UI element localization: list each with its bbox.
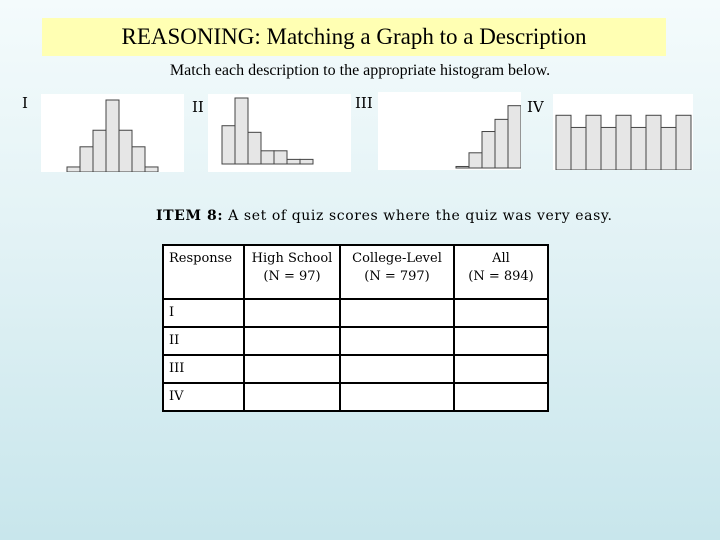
histogram-ii <box>208 94 351 172</box>
row-label-ii: II <box>163 327 244 355</box>
histogram-ii-bar <box>261 151 274 164</box>
histogram-iii-bar <box>495 119 508 168</box>
row-label-i: I <box>163 299 244 327</box>
histogram-ii-bar <box>222 126 235 164</box>
title-banner <box>42 18 666 56</box>
histogram-ii-bar <box>235 98 248 164</box>
header-response <box>163 245 244 299</box>
header-high-school <box>244 245 340 299</box>
histogram-iv-bar <box>661 127 676 170</box>
header-college-level-line2: (N = 797) <box>364 269 430 284</box>
header-high-school-line2: (N = 97) <box>263 269 321 284</box>
histogram-label-i: I <box>22 94 28 112</box>
cell-iii-college-level <box>340 355 454 383</box>
page-title: REASONING: Matching a Graph to a Description <box>121 24 587 49</box>
table-row <box>163 383 548 411</box>
cell-iv-all <box>454 383 548 411</box>
histogram-iii-svg <box>378 92 521 170</box>
header-college-level <box>340 245 454 299</box>
histogram-iii-bar <box>508 106 521 168</box>
histogram-iii <box>378 92 521 170</box>
histogram-label-iv: IV <box>527 98 544 116</box>
histogram-ii-bar <box>248 132 261 164</box>
histogram-i-bar <box>132 147 145 172</box>
cell-iii-high-school <box>244 355 340 383</box>
cell-iii-all <box>454 355 548 383</box>
histogram-i-svg <box>41 94 184 172</box>
histogram-iv-bar <box>646 115 661 170</box>
cell-ii-college-level <box>340 327 454 355</box>
item-label: ITEM 8: <box>156 208 224 224</box>
histogram-ii-svg <box>208 94 351 172</box>
header-high-school-line1: High School <box>251 251 333 266</box>
histogram-i-bar <box>80 147 93 172</box>
cell-i-all <box>454 299 548 327</box>
histogram-i-bar <box>145 167 158 172</box>
histogram-iii-bar <box>469 153 482 168</box>
histogram-iii-bar <box>482 132 495 168</box>
row-label-iii: III <box>163 355 244 383</box>
histogram-label-iii: III <box>355 94 373 112</box>
cell-iv-college-level <box>340 383 454 411</box>
histogram-iv-bar <box>616 115 631 170</box>
table-header-row <box>163 245 548 299</box>
response-table <box>162 244 549 412</box>
instructions: Match each description to the appropriate histogram below. <box>169 62 551 79</box>
table-row <box>163 355 548 383</box>
histogram-i <box>41 94 184 172</box>
cell-ii-all <box>454 327 548 355</box>
header-all-line1: All <box>492 251 510 266</box>
header-all-line2: (N = 894) <box>468 269 534 284</box>
histogram-ii-bar <box>300 159 313 164</box>
histogram-i-bar <box>67 167 80 172</box>
histogram-iii-bar <box>456 166 469 168</box>
histogram-label-ii: II <box>192 98 204 116</box>
histogram-iv-svg <box>553 94 693 170</box>
histogram-iv-bar <box>676 115 691 170</box>
cell-iv-high-school <box>244 383 340 411</box>
item-description <box>156 208 613 224</box>
cell-i-college-level <box>340 299 454 327</box>
histogram-i-bar <box>93 130 106 172</box>
header-response-line1: Response <box>169 251 233 266</box>
item-text: A set of quiz scores where the quiz was very easy. <box>223 208 613 224</box>
histogram-i-bar <box>119 130 132 172</box>
histogram-iv-bar <box>571 127 586 170</box>
histogram-iv-bar <box>556 115 571 170</box>
histogram-ii-bar <box>274 151 287 164</box>
table-row <box>163 327 548 355</box>
header-college-level-line1: College-Level <box>352 251 442 266</box>
histogram-iv-bar <box>631 127 646 170</box>
histogram-iv-bar <box>586 115 601 170</box>
histogram-i-bar <box>106 100 119 172</box>
table-row <box>163 299 548 327</box>
cell-i-high-school <box>244 299 340 327</box>
histogram-iv-bar <box>601 127 616 170</box>
row-label-iv: IV <box>163 383 244 411</box>
histogram-ii-bar <box>287 159 300 164</box>
cell-ii-high-school <box>244 327 340 355</box>
histogram-iv <box>553 94 693 170</box>
header-all <box>454 245 548 299</box>
